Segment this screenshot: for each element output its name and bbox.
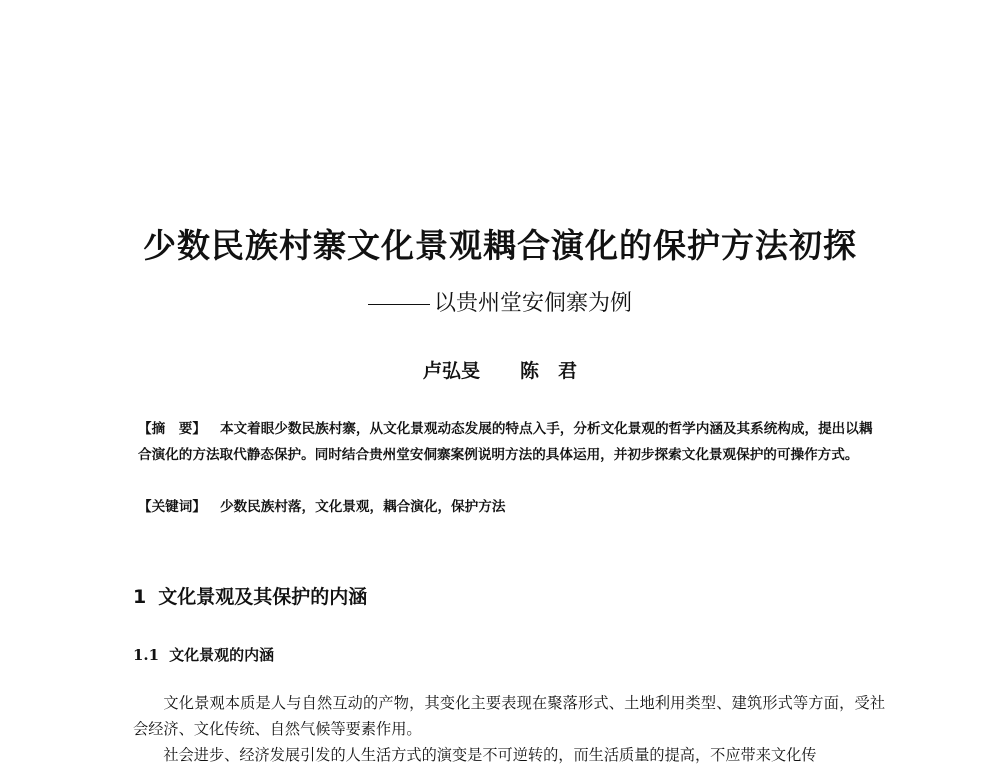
author-name: 卢弘旻 (422, 360, 480, 382)
body-paragraph: 文化景观本质是人与自然互动的产物，其变化主要表现在聚落形式、土地利用类型、建筑形式等方面，受社会经济、文化传统、自然气候等要素作用。 (133, 694, 885, 738)
subsection-title: 文化景观的内涵 (169, 646, 275, 664)
paper-title: 少数民族村寨文化景观耦合演化的保护方法初探 (143, 226, 857, 265)
section-title: 文化景观及其保护的内涵 (158, 586, 368, 608)
author-name: 陈 君 (520, 360, 578, 382)
body-paragraph: 社会进步、经济发展引发的人生活方式的演变是不可逆转的，而生活质量的提高，不应带来文化传 (163, 746, 817, 764)
abstract (138, 416, 886, 468)
paper-subtitle (0, 286, 1000, 317)
abstract-label: 【摘 要】 (138, 421, 206, 437)
subtitle-text: 以贵州堂安侗寨为例 (433, 291, 632, 316)
abstract-text: 本文着眼少数民族村寨，从文化景观动态发展的特点入手，分析文化景观的哲学内涵及其系统构成，提出以耦合演化的方法取代静态保护。同时结合贵州堂安侗寨案例说明方法的具体运用，并初步探索文化景观保护的可操作方式。 (138, 421, 873, 463)
body-text (133, 690, 885, 768)
keywords-label: 【关键词】 (138, 499, 206, 515)
keywords-text: 少数民族村落，文化景观，耦合演化，保护方法 (219, 499, 506, 515)
section-number: 1 (133, 586, 147, 608)
author-list (0, 356, 1000, 383)
section-heading (133, 582, 367, 609)
subsection-number: 1.1 (133, 646, 160, 664)
subsection-heading (133, 644, 274, 665)
keywords (138, 494, 886, 520)
subtitle-dash (368, 304, 430, 305)
